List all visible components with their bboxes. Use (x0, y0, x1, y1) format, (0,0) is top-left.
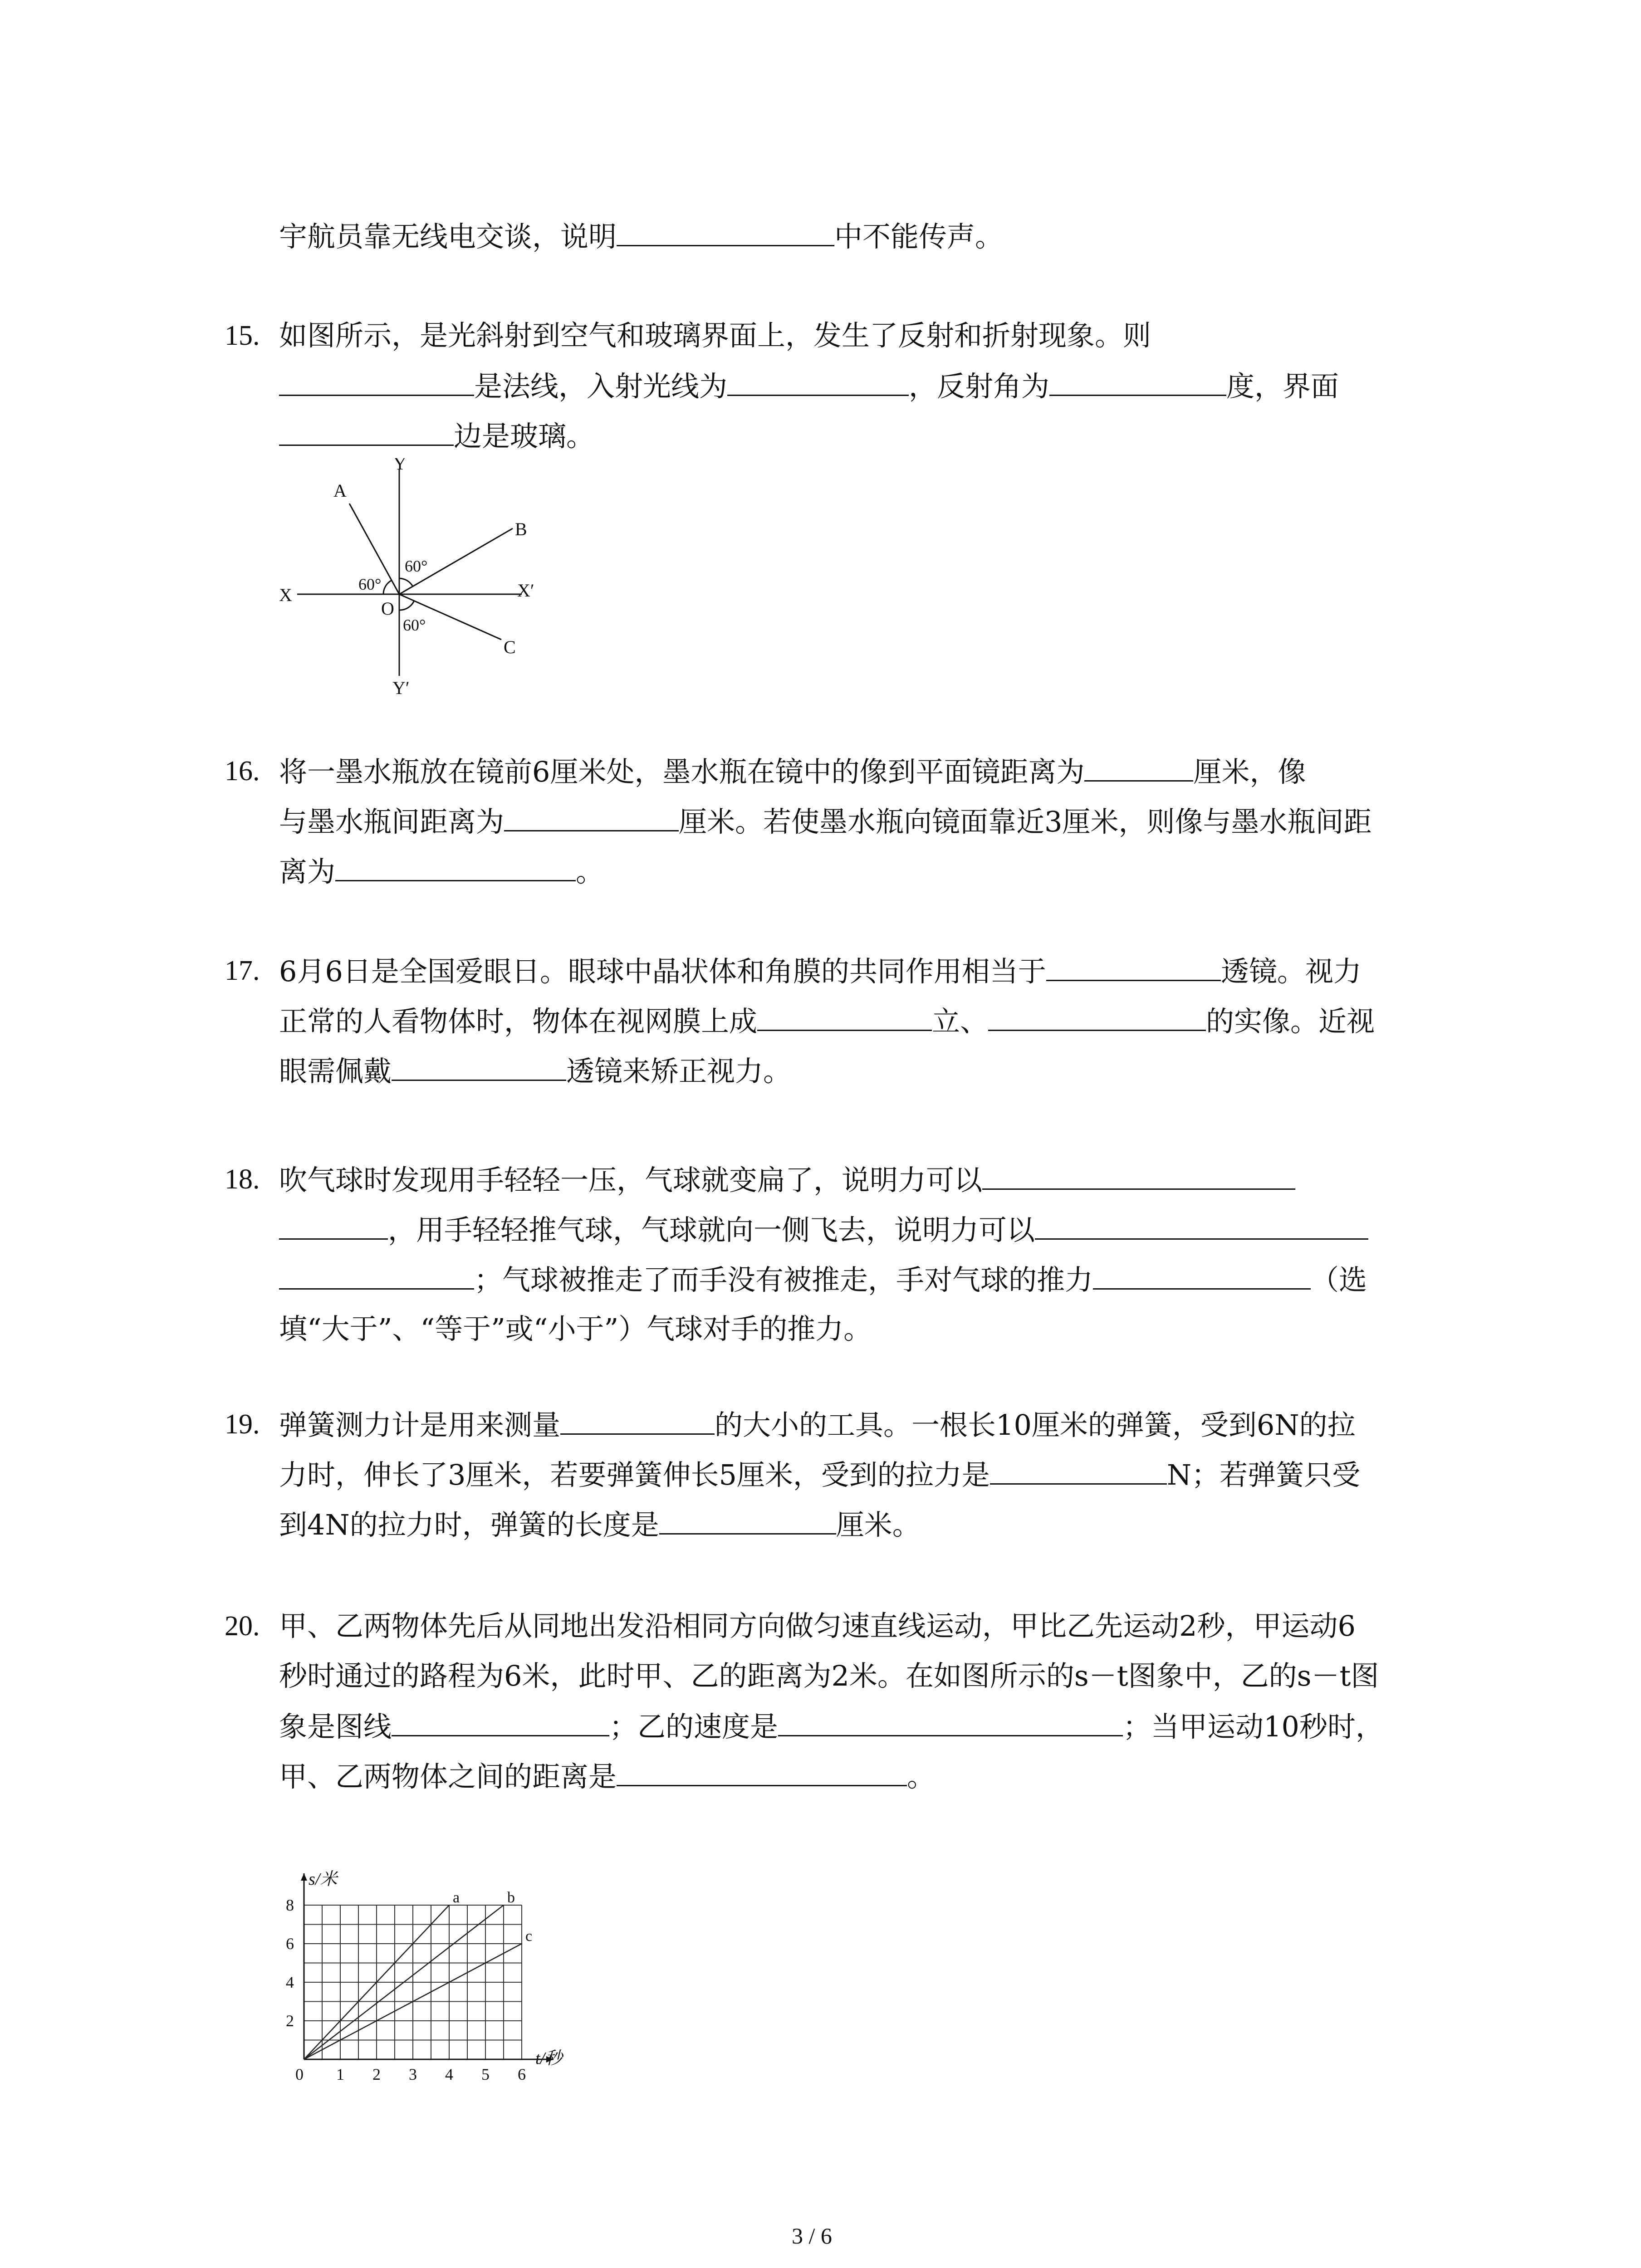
q19-text-2b: N；若弹簧只受 (1166, 1458, 1361, 1491)
q18-text-1: 吹气球时发现用手轻轻一压，气球就变扁了，说明力可以 (279, 1163, 983, 1197)
label-c: C (504, 637, 516, 657)
q18-blank-2a[interactable] (1035, 1211, 1368, 1240)
q17-text-3b: 透镜来矫正视力。 (566, 1055, 792, 1088)
x-tick-label: 1 (336, 2065, 344, 2083)
q16-text-3a: 离为 (279, 855, 336, 888)
q14-blank[interactable] (617, 218, 834, 246)
label-b: B (515, 519, 527, 539)
label-y-prime: Y′ (392, 678, 410, 698)
q18-line3 (279, 1261, 1367, 1298)
q15-text-3: 边是玻璃。 (454, 420, 595, 453)
q15-line2 (279, 367, 1339, 405)
q15-blank-incident[interactable] (727, 367, 909, 396)
y-axis-arrow (301, 1873, 307, 1881)
q16-line2 (279, 803, 1372, 840)
q16-number: 16. (225, 756, 260, 787)
q20-blank-3[interactable] (617, 1758, 907, 1786)
chart-labels (286, 1870, 565, 2083)
st-chart (268, 1855, 594, 2100)
q19-text-3b: 厘米。 (836, 1508, 921, 1541)
q17-blank-1[interactable] (1046, 953, 1221, 981)
q20-line2: 秒时通过的路程为6米，此时甲、乙的距离为2米。在如图所示的s－t图象中，乙的s－t图 (279, 1659, 1379, 1692)
q18-number: 18. (225, 1164, 260, 1195)
q20-text-3a: 象是图线 (279, 1710, 392, 1743)
angle-label-1: 60° (358, 575, 382, 593)
q15-text-2b: ，反射角为 (909, 370, 1050, 403)
q19-text-2a: 力时，伸长了3厘米，若要弹簧伸长5厘米，受到的拉力是 (279, 1458, 990, 1491)
x-tick-label: 3 (409, 2065, 417, 2083)
q20-line4 (279, 1758, 935, 1795)
label-x: X (279, 585, 292, 605)
q20-blank-1[interactable] (392, 1708, 609, 1736)
q19-line3 (279, 1506, 921, 1543)
q19-text-1b: 的大小的工具。一根长10厘米的弹簧，受到6N的拉 (715, 1408, 1356, 1442)
q18-blank-1b[interactable] (279, 1211, 388, 1240)
y-tick-label: 2 (286, 2012, 294, 2030)
q18-blank-3[interactable] (1093, 1261, 1311, 1290)
q18-text-3a: ；气球被推走了而手没有被推走，手对气球的推力 (474, 1263, 1093, 1296)
q14-line (279, 218, 1003, 255)
q20-line1: 甲、乙两物体先后从同地出发沿相同方向做匀速直线运动，甲比乙先运动2秒，甲运动6 (279, 1609, 1356, 1642)
angle-arc-1 (383, 581, 391, 594)
q19-blank-2[interactable] (990, 1456, 1167, 1485)
q15-blank-glass-side[interactable] (279, 417, 454, 446)
chart-axes (301, 1873, 554, 2063)
y-axis-label: s/米 (309, 1870, 338, 1889)
q16-blank-1[interactable] (1084, 753, 1193, 782)
label-x-prime: X′ (517, 580, 534, 601)
chart-grid (304, 1905, 522, 2059)
q17-text-3a: 眼需佩戴 (279, 1055, 392, 1088)
q20-blank-2[interactable] (778, 1708, 1123, 1736)
q14-text-b: 中不能传声。 (834, 220, 1004, 253)
q18-line2 (279, 1211, 1368, 1248)
label-o: O (381, 598, 394, 619)
q17-blank-2[interactable] (757, 1002, 932, 1031)
q19-blank-3[interactable] (659, 1506, 836, 1535)
q15-text-2c: 度，界面 (1226, 370, 1339, 403)
angle-label-2: 60° (405, 557, 428, 575)
series-label-a: a (453, 1889, 460, 1906)
page-number: 3 / 6 (792, 2223, 832, 2248)
y-tick-label: 8 (286, 1896, 294, 1914)
q16-text-2a: 与墨水瓶间距离为 (279, 805, 505, 838)
q15-line1: 如图所示，是光斜射到空气和玻璃界面上，发生了反射和折射现象。则 (279, 319, 1151, 352)
q16-text-2b: 厘米。若使墨水瓶向镜面靠近3厘米，则像与墨水瓶间距 (679, 805, 1372, 838)
q17-text-2c: 的实像。近视 (1206, 1005, 1375, 1038)
q17-line1 (279, 953, 1362, 990)
q17-text-1a: 6月6日是全国爱眼日。眼球中晶状体和角膜的共同作用相当于 (279, 955, 1046, 988)
x-tick-label: 5 (481, 2065, 490, 2083)
q19-text-3a: 到4N的拉力时，弹簧的长度是 (279, 1508, 659, 1541)
angle-arc-2 (399, 578, 413, 587)
y-tick-label: 4 (286, 1973, 294, 1991)
q17-line2 (279, 1002, 1375, 1040)
x-tick-label: 6 (518, 2065, 526, 2083)
q17-blank-3[interactable] (988, 1002, 1206, 1031)
q17-blank-4[interactable] (392, 1052, 566, 1081)
x-tick-label: 4 (445, 2065, 453, 2083)
q19-line1 (279, 1406, 1356, 1443)
q15-number: 15. (225, 320, 260, 351)
q16-line3 (279, 853, 604, 890)
q20-text-3b: ；乙的速度是 (609, 1710, 779, 1743)
angle-label-3: 60° (403, 616, 426, 634)
label-y: Y (393, 458, 407, 474)
q15-blank-reflect-angle[interactable] (1049, 367, 1226, 396)
angle-arc-3 (399, 601, 414, 610)
q16-text-1b: 厘米，像 (1193, 755, 1306, 788)
q17-text-2a: 正常的人看物体时，物体在视网膜上成 (279, 1005, 758, 1038)
q18-blank-1a[interactable] (982, 1161, 1295, 1190)
q19-text-1a: 弹簧测力计是用来测量 (279, 1408, 561, 1442)
q17-line3 (279, 1052, 791, 1090)
x-tick-label: 2 (372, 2065, 381, 2083)
q18-blank-2b[interactable] (279, 1261, 474, 1290)
q16-line1 (279, 753, 1306, 790)
q19-blank-1[interactable] (560, 1406, 715, 1435)
q20-text-4b: 。 (907, 1760, 936, 1793)
x-axis-label: t/秒 (535, 2049, 563, 2068)
q18-line1 (279, 1161, 1295, 1198)
series-label-b: b (507, 1889, 515, 1906)
q17-text-1b: 透镜。视力 (1220, 955, 1362, 988)
q15-text-2a: 是法线，入射光线为 (474, 370, 728, 403)
q15-refraction-diagram (272, 458, 544, 703)
q20-line3 (279, 1708, 1384, 1745)
q16-text-1a: 将一墨水瓶放在镜前6厘米处，墨水瓶在镜中的像到平面镜距离为 (279, 755, 1085, 788)
q18-text-3b: （选 (1311, 1263, 1367, 1296)
q17-text-2b: 立、 (932, 1005, 989, 1038)
q16-blank-3[interactable] (335, 853, 576, 881)
y-tick-label: 6 (286, 1935, 294, 1953)
q16-blank-2[interactable] (504, 803, 679, 831)
q20-number: 20. (225, 1611, 260, 1642)
q20-text-3c: ；当甲运动10秒时， (1123, 1710, 1384, 1743)
q19-line2 (279, 1456, 1360, 1493)
q18-line4: 填“大于”、“等于”或“小于”）气球对手的推力。 (279, 1312, 872, 1345)
q15-line3 (279, 417, 594, 455)
q16-text-3b: 。 (576, 855, 604, 888)
q19-number: 19. (225, 1409, 260, 1440)
q15-blank-normal[interactable] (279, 367, 474, 396)
label-a: A (333, 480, 347, 501)
q14-text-a: 宇航员靠无线电交谈，说明 (279, 220, 617, 253)
q18-text-2a: ，用手轻轻推气球，气球就向一侧飞去，说明力可以 (388, 1213, 1035, 1246)
series-label-c: c (525, 1928, 533, 1945)
x-tick-label: 0 (295, 2065, 304, 2083)
q20-text-4a: 甲、乙两物体之间的距离是 (279, 1760, 617, 1793)
q17-number: 17. (225, 955, 260, 986)
